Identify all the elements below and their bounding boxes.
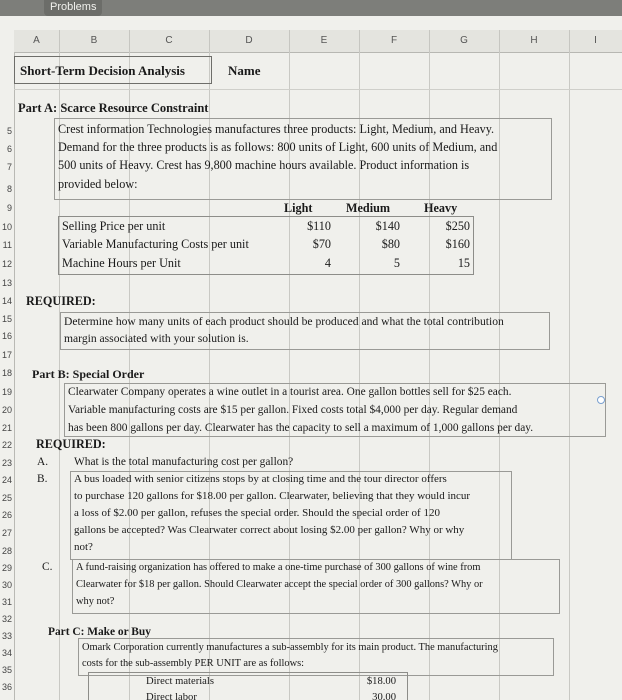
column-header-h[interactable]: H xyxy=(499,30,570,52)
row-number: 23 xyxy=(1,458,12,468)
row-number: 35 xyxy=(1,665,12,675)
item-letter[interactable]: C. xyxy=(42,561,53,573)
part-b-line[interactable]: Variable manufacturing costs are $15 per gallon. Fixed costs total $4,000 per day. Regular demand xyxy=(68,404,518,416)
part-a-title[interactable]: Part A: Scarce Resource Constraint xyxy=(18,101,209,115)
name-label[interactable]: Name xyxy=(228,63,261,78)
cost-value[interactable]: $18.00 xyxy=(366,676,396,687)
sheet-tab-bar xyxy=(0,0,622,16)
row-number: 34 xyxy=(1,648,12,658)
table-cell[interactable]: 15 xyxy=(457,256,470,270)
row-number: 16 xyxy=(1,331,12,341)
table-row-label[interactable]: Selling Price per unit xyxy=(62,219,166,233)
table-cell[interactable]: $80 xyxy=(381,237,400,251)
row-header-divider xyxy=(14,52,15,700)
row-number: 28 xyxy=(1,546,12,556)
part-c-line[interactable]: Omark Corporation currently manufactures a sub-assembly for its main product. The manufacturing xyxy=(82,642,498,653)
row-number: 22 xyxy=(1,440,12,450)
row-number: 14 xyxy=(1,296,12,306)
part-a-line[interactable]: Crest information Technologies manufactures three products: Light, Medium, and Heavy. xyxy=(58,122,495,136)
table-cell[interactable]: $160 xyxy=(445,237,470,251)
item-line[interactable]: to purchase 120 gallons for $18.00 per gallon. Clearwater, believing that they would incur xyxy=(74,490,471,502)
spreadsheet xyxy=(0,16,622,700)
part-a-line[interactable]: 500 units of Heavy. Crest has 9,800 machine hours available. Product information is xyxy=(58,158,470,172)
part-a-line[interactable]: Demand for the three products is as follows: 800 units of Light, 600 units of Medium, and xyxy=(58,140,498,154)
table-row-label[interactable]: Variable Manufacturing Costs per unit xyxy=(62,237,249,251)
item-line[interactable]: A fund-raising organization has offered to make a one-time purchase of 300 gallons of wine from xyxy=(76,562,481,573)
item-line[interactable]: A bus loaded with senior citizens stops by at closing time and the tour director offers xyxy=(74,473,447,485)
row-number: 8 xyxy=(6,184,12,194)
cost-label[interactable]: Direct labor xyxy=(146,692,197,700)
part-a-required-label[interactable]: REQUIRED: xyxy=(26,294,96,308)
item-line[interactable]: why not? xyxy=(76,596,115,607)
part-b-line[interactable]: has been 800 gallons per day. Clearwater has the capacity to sell a maximum of 1,000 gallons per day. xyxy=(68,422,534,434)
column-header-c[interactable]: C xyxy=(129,30,210,52)
item-letter[interactable]: B. xyxy=(37,473,48,485)
table-cell[interactable]: $110 xyxy=(307,219,331,233)
row-number: 9 xyxy=(6,203,12,213)
gridline-h xyxy=(14,89,622,90)
row-number: 19 xyxy=(1,387,12,397)
row-number: 7 xyxy=(6,162,12,172)
column-header-i[interactable]: I xyxy=(594,35,597,46)
product-header-light[interactable]: Light xyxy=(284,201,313,215)
part-a-required-line[interactable]: Determine how many units of each product should be produced and what the total contribution xyxy=(64,315,504,328)
item-line[interactable]: Clearwater for $18 per gallon. Should Clearwater accept the special order of 300 gallons? Why or xyxy=(76,579,483,590)
table-cell[interactable]: 4 xyxy=(324,256,331,270)
column-header-a[interactable]: A xyxy=(14,30,60,52)
product-header-medium[interactable]: Medium xyxy=(346,201,391,215)
row-number: 32 xyxy=(1,614,12,624)
row-number: 31 xyxy=(1,597,12,607)
row-number: 21 xyxy=(1,423,12,433)
row-number: 20 xyxy=(1,405,12,415)
row-number: 24 xyxy=(1,475,12,485)
gridline-v xyxy=(569,52,570,700)
part-c-title[interactable]: Part C: Make or Buy xyxy=(48,626,151,638)
row-number: 6 xyxy=(6,144,12,154)
table-cell[interactable]: $140 xyxy=(375,219,400,233)
cost-label[interactable]: Direct materials xyxy=(146,676,214,687)
row-number: 36 xyxy=(1,682,12,692)
row-number: 30 xyxy=(1,580,12,590)
row-number: 15 xyxy=(1,314,12,324)
part-a-required-line[interactable]: margin associated with your solution is. xyxy=(64,332,249,345)
part-c-line[interactable]: costs for the sub-assembly PER UNIT are as follows: xyxy=(82,658,305,669)
row-number: 18 xyxy=(1,368,12,378)
sheet-tab-problems[interactable]: Problems xyxy=(44,0,102,16)
row-number: 12 xyxy=(1,259,12,269)
column-header-b[interactable]: B xyxy=(59,30,130,52)
table-cell[interactable]: $70 xyxy=(312,237,331,251)
product-header-heavy[interactable]: Heavy xyxy=(424,201,458,215)
row-number: 25 xyxy=(1,493,12,503)
row-number: 11 xyxy=(2,240,12,250)
row-number: 13 xyxy=(1,278,12,288)
part-a-line[interactable]: provided below: xyxy=(58,177,138,191)
cost-value[interactable]: 30.00 xyxy=(372,692,396,700)
item-line[interactable]: a loss of $2.00 per gallon, refuses the special order. Should the special order of 120 xyxy=(74,507,440,519)
column-header-g[interactable]: G xyxy=(429,30,500,52)
column-header-e[interactable]: E xyxy=(289,30,360,52)
column-header-bar xyxy=(14,30,622,53)
table-cell[interactable]: 5 xyxy=(393,256,400,270)
table-cell[interactable]: $250 xyxy=(445,219,470,233)
row-number: 17 xyxy=(1,350,12,360)
part-b-title[interactable]: Part B: Special Order xyxy=(32,367,145,381)
table-row-label[interactable]: Machine Hours per Unit xyxy=(62,256,181,270)
row-number: 33 xyxy=(1,631,12,641)
row-number: 29 xyxy=(1,563,12,573)
column-header-d[interactable]: D xyxy=(209,30,290,52)
row-number: 5 xyxy=(6,126,12,136)
part-b-required-label[interactable]: REQUIRED: xyxy=(36,437,106,451)
item-line[interactable]: not? xyxy=(74,541,93,553)
column-header-f[interactable]: F xyxy=(359,30,430,52)
row-number: 27 xyxy=(1,528,12,538)
row-number: 10 xyxy=(1,222,12,232)
item-letter[interactable]: A. xyxy=(37,456,49,468)
item-line[interactable]: What is the total manufacturing cost per gallon? xyxy=(74,456,294,468)
item-line[interactable]: gallons be accepted? Was Clearwater correct about losing $2.00 per gallon? Why or why xyxy=(74,524,465,536)
part-b-line[interactable]: Clearwater Company operates a wine outlet in a tourist area. One gallon bottles sell for $25 each. xyxy=(68,386,512,398)
row-number: 26 xyxy=(1,510,12,520)
sheet-title[interactable]: Short-Term Decision Analysis xyxy=(20,63,185,78)
